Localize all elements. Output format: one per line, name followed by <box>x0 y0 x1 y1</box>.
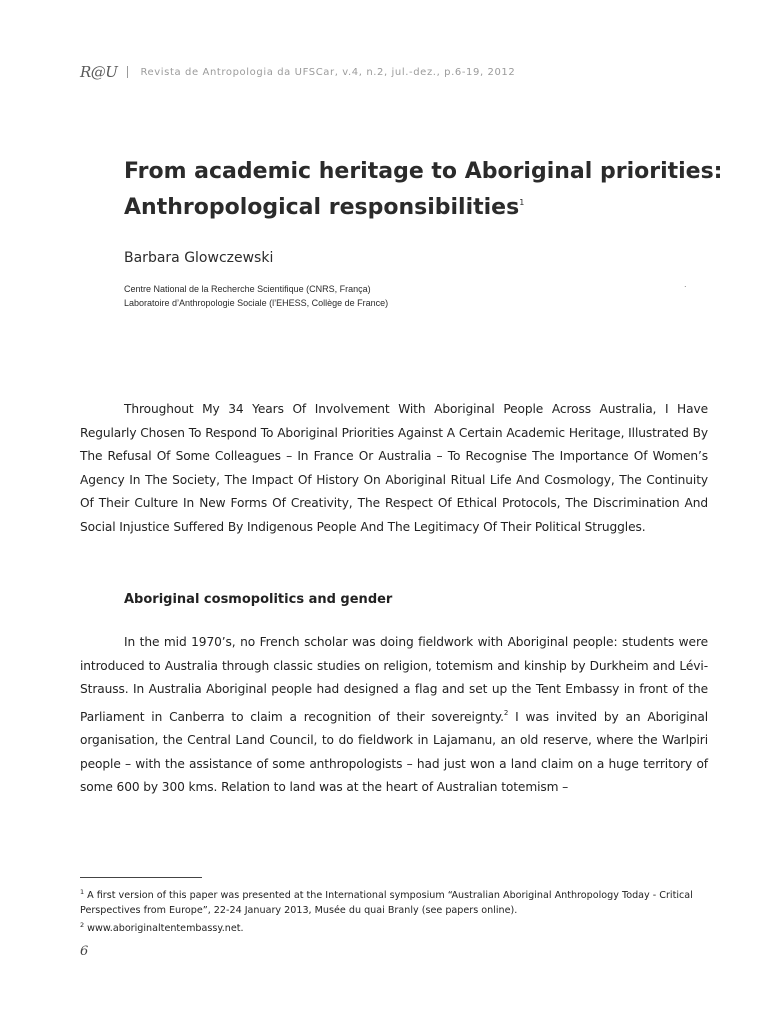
page-number: 6 <box>80 944 89 959</box>
footnote-1-marker: 1 <box>80 888 85 896</box>
footnote-1 <box>80 885 720 918</box>
article-title-text: From academic heritage to Aboriginal priorities: Anthropological responsibilities <box>124 159 723 220</box>
affiliation-las: Laboratoire d’Anthropologie Sociale (l’EHESS, Collège de France) <box>124 298 389 308</box>
body-paragraph <box>80 631 708 800</box>
journal-logo: R@U <box>80 63 118 81</box>
footnote-2-link[interactable]: www.aboriginaltentembassy.net. <box>87 923 244 934</box>
body-text-part2: I was invited by an Aboriginal organisation, the Central Land Council, to do fieldwork in Lajamanu, an old reserve, where the Warlpiri people – with the assistance of some anthropologists – had just won a land claim on a huge territory of some 600 by 300 kms. Relation to land was at the heart of Australian totemism – <box>80 709 708 794</box>
section-heading: Aboriginal cosmopolitics and gender <box>124 592 393 607</box>
header-divider <box>127 66 128 78</box>
journal-citation: Revista de Antropologia da UFSCar, v.4, n.2, jul.-dez., p.6-19, 2012 <box>140 66 516 78</box>
stray-mark: . <box>684 280 687 289</box>
title-footnote-marker[interactable]: 1 <box>519 198 525 207</box>
abstract-paragraph: Throughout My 34 Years Of Involvement With Aboriginal People Across Australia, I Have Regularly Chosen To Respond To Aboriginal Priorities Against A Certain Academic Heritage, Illustrated By The Refusal Of Some Colleagues – In France Or Australia – To Recognise The Importance Of Women’s Agency In The Society, The Impact Of History On Aboriginal Ritual Life And Cosmology, The Continuity Of Their Culture In New Forms Of Creativity, The Respect Of Ethical Protocols, The Discrimination And Social Injustice Suffered By Indigenous People And The Legitimacy Of Their Political Struggles. <box>80 402 708 534</box>
footnote-1-text: A first version of this paper was presented at the International symposium “Australian Aboriginal Anthropology Today - Critical Perspectives from Europe”, 22-24 January 2013, Musée du quai Branly (see papers online). <box>80 890 693 916</box>
affiliation-cnrs: Centre National de la Recherche Scientifique (CNRS, França) <box>124 284 371 294</box>
footnote-divider <box>80 877 202 878</box>
footnote-2-marker: 2 <box>80 921 85 929</box>
author-name: Barbara Glowczewski <box>124 250 274 266</box>
article-title <box>124 156 724 223</box>
running-header <box>80 62 515 82</box>
body-footnote-marker[interactable]: 2 <box>503 708 509 717</box>
footnote-2 <box>80 918 720 936</box>
body-text-part1: In the mid 1970’s, no French scholar was doing fieldwork with Aboriginal people: students were introduced to Australia through classic studies on religion, totemism and kinship by Durkheim and Lévi-Strauss. In Australia Aboriginal people had designed a flag and set up the Tent Embassy in front of the Parliament in Canberra to claim a recognition of their sovereignty. <box>80 635 708 724</box>
